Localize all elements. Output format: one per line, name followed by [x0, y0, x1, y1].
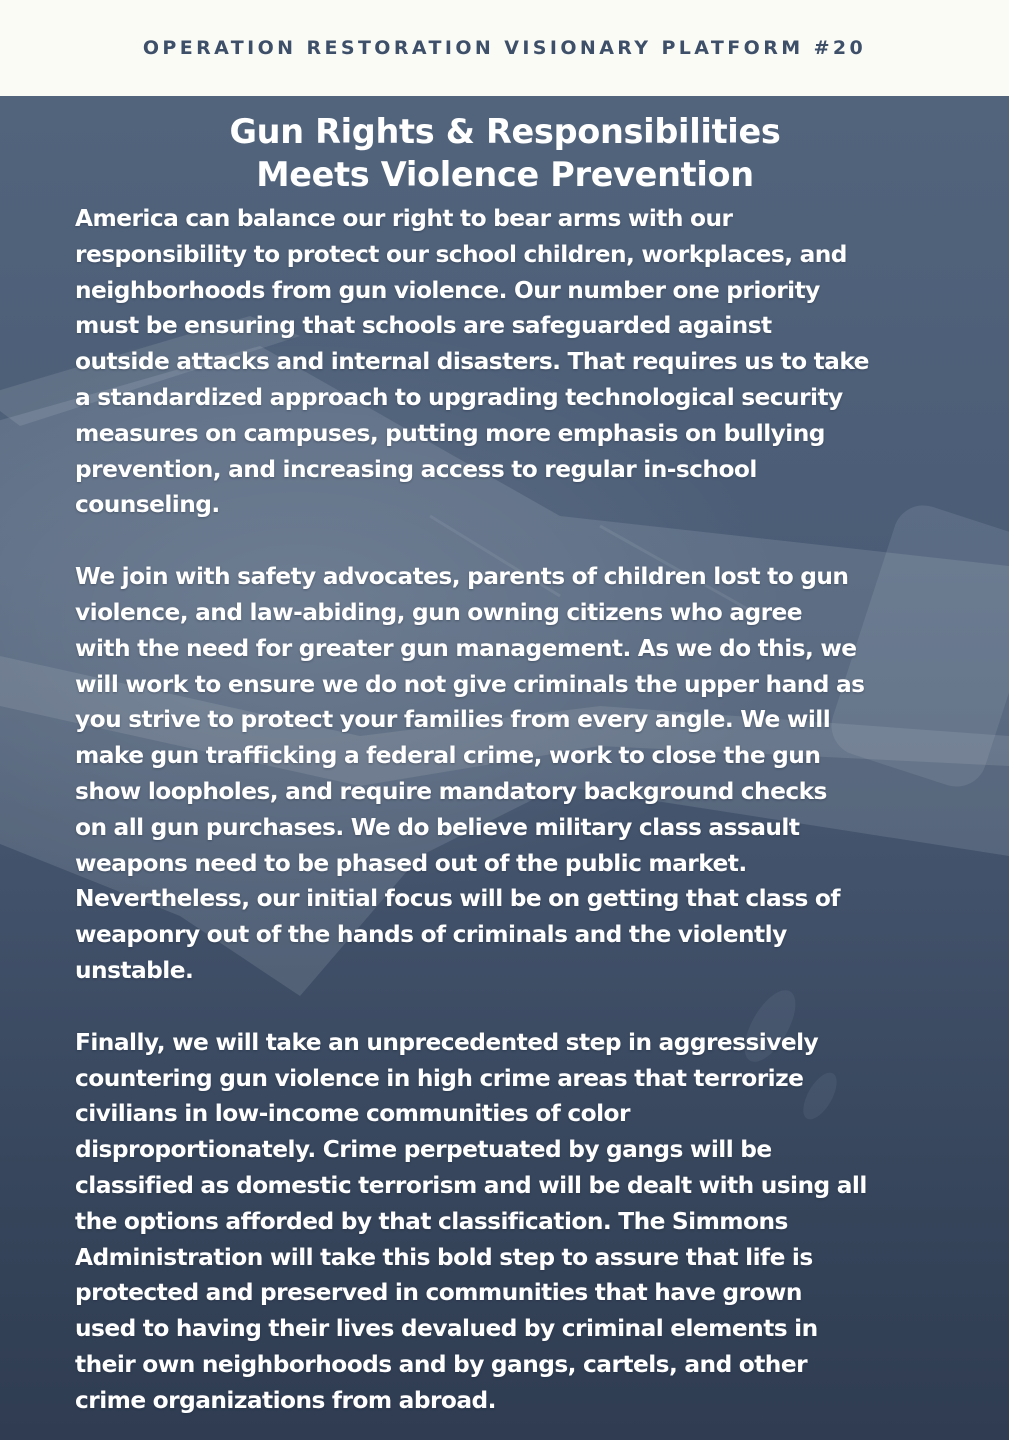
text-line: countering gun violence in high crime areas that terrorize	[75, 1064, 804, 1092]
paragraph-schools	[75, 201, 955, 523]
text-line: their own neighborhoods and by gangs, cartels, and other	[75, 1350, 808, 1378]
text-line: on all gun purchases. We do believe military class assault	[75, 813, 800, 841]
text-line: crime organizations from abroad.	[75, 1386, 496, 1414]
text-line: used to having their lives devalued by criminal elements in	[75, 1315, 818, 1343]
text-line: civilians in low-income communities of color	[75, 1100, 630, 1128]
text-line: Finally, we will take an unprecedented step in aggressively	[75, 1028, 819, 1056]
text-line: outside attacks and internal disasters. That requires us to take	[75, 348, 869, 376]
text-line: weaponry out of the hands of criminals and the violently	[75, 921, 787, 949]
text-line: counseling.	[75, 491, 220, 519]
title-line: Meets Violence Prevention	[256, 155, 754, 194]
title-line: Gun Rights & Responsibilities	[229, 112, 781, 151]
text-line: Nevertheless, our initial focus will be on getting that class of	[75, 885, 840, 913]
text-line: responsibility to protect our school children, workplaces, and	[75, 240, 847, 268]
page-header	[0, 0, 1009, 96]
text-line: neighborhoods from gun violence. Our number one priority	[75, 276, 820, 304]
text-line: classified as domestic terrorism and will be dealt with using all	[75, 1171, 867, 1199]
content-panel	[0, 96, 1009, 1440]
text-line: show loopholes, and require mandatory background checks	[75, 777, 827, 805]
page-title	[75, 110, 935, 196]
platform-content	[75, 110, 955, 1419]
text-line: you strive to protect your families from every angle. We will	[75, 706, 831, 734]
text-line: We join with safety advocates, parents of children lost to gun	[75, 563, 849, 591]
text-line: will work to ensure we do not give criminals the upper hand as	[75, 670, 865, 698]
platform-heading: OPERATION RESTORATION VISIONARY PLATFORM #20	[142, 37, 867, 59]
text-line: unstable.	[75, 956, 194, 984]
text-line: violence, and law-abiding, gun owning citizens who agree	[75, 598, 803, 626]
text-line: weapons need to be phased out of the public market.	[75, 849, 747, 877]
text-line: America can balance our right to bear arms with our	[75, 205, 733, 232]
text-line: must be ensuring that schools are safeguarded against	[75, 312, 772, 340]
text-line: measures on campuses, putting more emphasis on bullying	[75, 419, 825, 447]
text-line: the options afforded by that classification. The Simmons	[75, 1207, 788, 1235]
paragraph-gun-management	[75, 559, 955, 989]
text-line: a standardized approach to upgrading technological security	[75, 383, 843, 411]
text-line: with the need for greater gun management. As we do this, we	[75, 634, 857, 662]
text-line: disproportionately. Crime perpetuated by gangs will be	[75, 1136, 772, 1164]
text-line: protected and preserved in communities that have grown	[75, 1279, 802, 1307]
text-line: Administration will take this bold step to assure that life is	[75, 1243, 813, 1271]
text-line: make gun trafficking a federal crime, work to close the gun	[75, 742, 821, 770]
text-line: prevention, and increasing access to regular in-school	[75, 455, 757, 483]
paragraph-gang-violence	[75, 1025, 955, 1419]
